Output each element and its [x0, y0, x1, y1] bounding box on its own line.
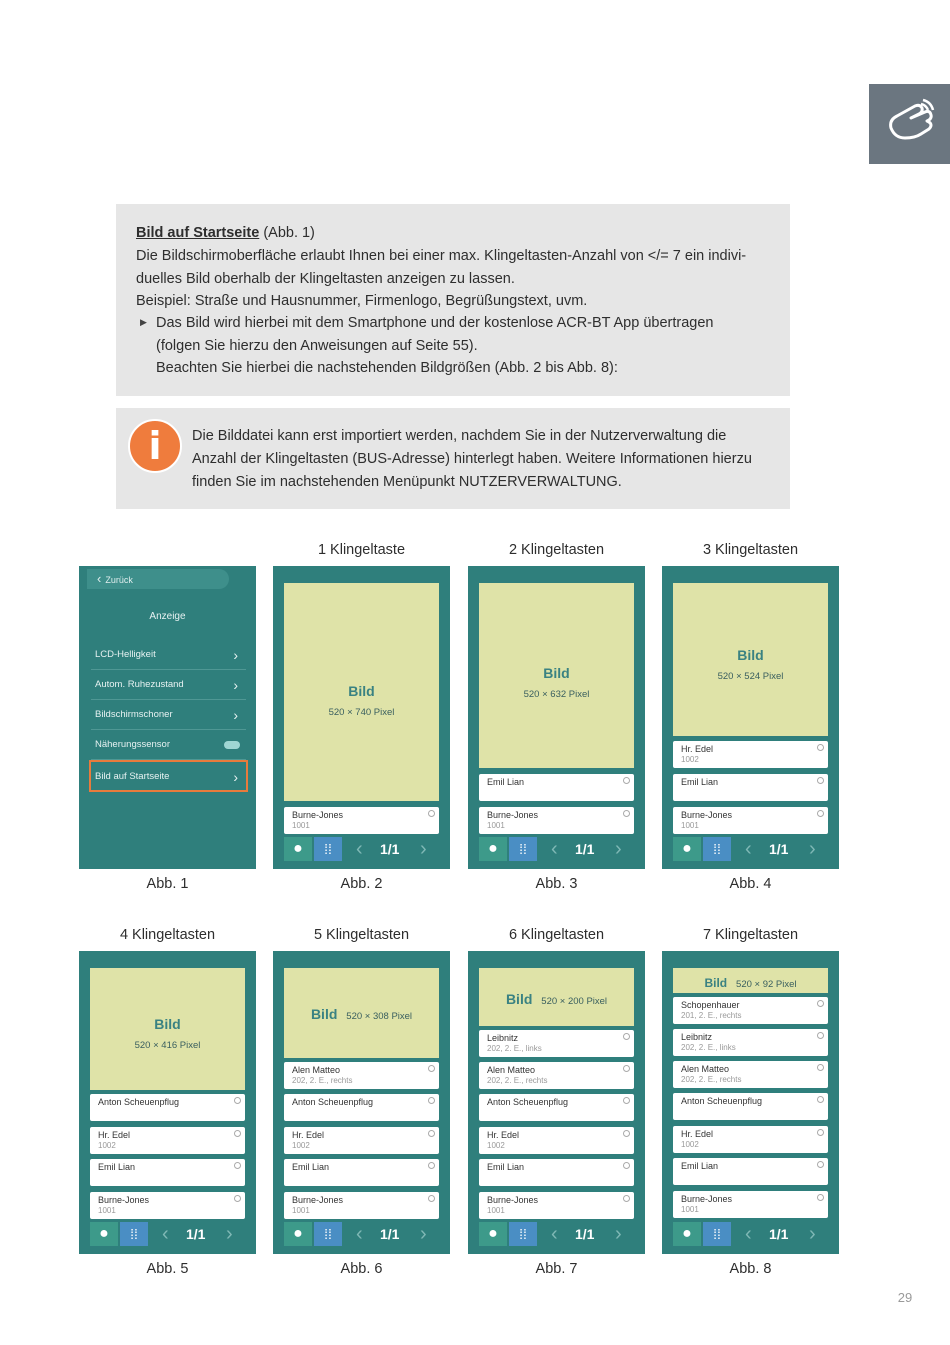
menu-item-label: Autom. Ruhezustand [95, 679, 184, 690]
bell-icon [428, 1065, 435, 1072]
bell-sub: 1002 [292, 1141, 310, 1150]
image-size: 520 × 200 Pixel [541, 996, 608, 1007]
chevron-right-icon: › [233, 707, 238, 723]
bell-icon [817, 1032, 824, 1039]
bell-icon [817, 1000, 824, 1007]
page-indicator: 1/1 [769, 1226, 789, 1242]
bell-button[interactable] [673, 1029, 828, 1056]
bell-name: Anton Scheuenpflug [487, 1097, 569, 1107]
prev-page-icon[interactable]: ‹ [162, 1223, 169, 1245]
keypad-icon[interactable]: ⁞⁞ [314, 837, 342, 861]
bell-name: Leibnitz [487, 1033, 519, 1043]
info-box [116, 204, 790, 396]
keypad-icon[interactable]: ⁞⁞ [314, 1222, 342, 1246]
figure-header: 7 Klingeltasten [702, 927, 799, 943]
image-label: Bild [154, 1016, 181, 1032]
keypad-icon[interactable]: ⁞⁞ [509, 1222, 537, 1246]
bell-button[interactable] [673, 1061, 828, 1088]
image-area [673, 968, 828, 993]
bell-name: Alen Matteo [681, 1064, 730, 1074]
chevron-left-icon: ‹ [97, 571, 102, 586]
figure-header: 5 Klingeltasten [313, 927, 410, 943]
info-bullet: Beachten Sie hierbei die nachstehenden Bildgrößen (Abb. 2 bis Abb. 8): [156, 360, 618, 376]
menu-item-bild-auf-startseite[interactable] [89, 760, 248, 792]
prev-page-icon[interactable]: ‹ [745, 1223, 752, 1245]
screen-3-klingeltasten [662, 566, 839, 869]
bell-button[interactable] [673, 997, 828, 1024]
image-size: 520 × 416 Pixel [134, 1040, 201, 1051]
bell-icon [428, 1195, 435, 1202]
bell-name: Leibnitz [681, 1032, 713, 1042]
figure-header: 4 Klingeltasten [119, 927, 216, 943]
bell-icon [623, 1195, 630, 1202]
image-area [479, 583, 634, 768]
back-label: Zurück [105, 575, 133, 585]
info-line: duelles Bild oberhalb der Klingeltasten anzeigen zu lassen. [136, 271, 515, 287]
note-line: finden Sie im nachstehenden Menüpunkt NUTZERVERWALTUNG. [192, 474, 622, 490]
screen-4-klingeltasten [79, 951, 256, 1254]
bell-name: Anton Scheuenpflug [292, 1097, 374, 1107]
hand-pointer-icon [885, 98, 937, 148]
keypad-icon[interactable]: ⁞⁞ [509, 837, 537, 861]
bell-name: Anton Scheuenpflug [98, 1097, 180, 1107]
figure-caption: Abb. 2 [340, 876, 383, 892]
image-label-row [673, 974, 828, 992]
user-icon[interactable]: ● [479, 1222, 507, 1246]
bell-button[interactable] [479, 1062, 634, 1089]
bell-button[interactable] [284, 1192, 439, 1219]
bell-icon [623, 1162, 630, 1169]
prev-page-icon[interactable]: ‹ [551, 1223, 558, 1245]
user-icon[interactable]: ● [284, 837, 312, 861]
bell-button[interactable] [673, 1126, 828, 1153]
menu-item-ruhezustand[interactable] [91, 670, 246, 700]
prev-page-icon[interactable]: ‹ [551, 838, 558, 860]
bell-button[interactable] [90, 1094, 245, 1121]
bell-icon [428, 1130, 435, 1137]
prev-page-icon[interactable]: ‹ [745, 838, 752, 860]
bottom-bar [284, 837, 439, 863]
chevron-right-icon: › [233, 677, 238, 693]
bell-icon [234, 1162, 241, 1169]
bell-sub: 201, 2. E., rechts [681, 1011, 742, 1020]
screen-6-klingeltasten [468, 951, 645, 1254]
bell-button[interactable] [90, 1192, 245, 1219]
bell-name: Burne-Jones [487, 810, 539, 820]
image-size: 520 × 632 Pixel [523, 689, 590, 700]
info-title-line [136, 222, 315, 245]
figure-caption: Abb. 5 [146, 1261, 189, 1277]
bell-name: Hr. Edel [681, 1129, 714, 1139]
bell-name: Emil Lian [292, 1162, 330, 1172]
bell-button[interactable] [479, 1127, 634, 1154]
menu-item-naeherungssensor[interactable] [91, 730, 246, 760]
bell-button[interactable] [673, 807, 828, 834]
bell-name: Alen Matteo [487, 1065, 536, 1075]
bell-icon [623, 810, 630, 817]
bell-icon [234, 1130, 241, 1137]
bell-sub: 1001 [98, 1206, 116, 1215]
user-icon[interactable]: ● [90, 1222, 118, 1246]
figure-caption: Abb. 3 [535, 876, 578, 892]
next-page-icon[interactable]: › [420, 838, 427, 860]
bell-name: Hr. Edel [98, 1130, 131, 1140]
bell-icon [817, 810, 824, 817]
screen-1-klingeltaste [273, 566, 450, 869]
bell-icon [623, 1130, 630, 1137]
bell-icon [817, 1161, 824, 1168]
image-size: 520 × 92 Pixel [736, 979, 797, 990]
info-line: Die Bildschirmoberfläche erlaubt Ihnen bei einer max. Klingeltasten-Anzahl von </= 7 ein indivi- [136, 248, 747, 264]
bell-sub: 202, 2. E., rechts [292, 1076, 353, 1085]
bullet-arrow-icon: ▶ [140, 317, 147, 327]
bell-icon [234, 1097, 241, 1104]
bell-icon [623, 1065, 630, 1072]
bell-name: Hr. Edel [681, 744, 714, 754]
bell-sub: 202, 2. E., links [487, 1044, 542, 1053]
bell-name: Burne-Jones [292, 810, 344, 820]
figure-caption: Abb. 1 [146, 876, 189, 892]
prev-page-icon[interactable]: ‹ [356, 1223, 363, 1245]
bell-sub: 1001 [292, 821, 310, 830]
bell-name: Schopenhauer [681, 1000, 740, 1010]
bell-sub: 202, 2. E., links [681, 1043, 736, 1052]
bell-icon [817, 1096, 824, 1103]
bell-name: Burne-Jones [681, 1194, 733, 1204]
bell-name: Emil Lian [98, 1162, 136, 1172]
bell-name: Hr. Edel [487, 1130, 520, 1140]
bell-sub: 202, 2. E., rechts [487, 1076, 548, 1085]
next-page-icon[interactable]: › [809, 838, 816, 860]
bell-icon [234, 1195, 241, 1202]
bell-button[interactable] [673, 1093, 828, 1120]
bell-button[interactable] [90, 1159, 245, 1186]
bell-icon [817, 777, 824, 784]
image-area [673, 583, 828, 736]
bell-button[interactable] [284, 807, 439, 834]
bell-button[interactable] [673, 1191, 828, 1218]
bell-button[interactable] [284, 1062, 439, 1089]
bell-name: Emil Lian [487, 777, 525, 787]
note-box [116, 408, 790, 509]
page-indicator: 1/1 [380, 841, 400, 857]
image-area [479, 968, 634, 1026]
bell-icon [428, 810, 435, 817]
image-area [284, 583, 439, 801]
bell-name: Hr. Edel [292, 1130, 325, 1140]
bell-sub: 1001 [487, 821, 505, 830]
menu-screen [79, 566, 256, 869]
note-line: Anzahl der Klingeltasten (BUS-Adresse) hinterlegt haben. Weitere Informationen hierzu [192, 451, 752, 467]
page-number: 29 [897, 1290, 913, 1305]
image-area [90, 968, 245, 1090]
page-indicator: 1/1 [575, 841, 595, 857]
info-title-ref: (Abb. 1) [263, 225, 315, 241]
bottom-bar [479, 837, 634, 863]
bell-icon [623, 1033, 630, 1040]
page-indicator: 1/1 [769, 841, 789, 857]
image-label: Bild [704, 976, 728, 990]
bell-button[interactable] [284, 1127, 439, 1154]
bell-button[interactable] [673, 1158, 828, 1185]
figure-header: 3 Klingeltasten [702, 542, 799, 558]
menu-item-label: Näherungssensor [95, 739, 170, 750]
bell-icon [817, 1064, 824, 1071]
info-bullet: Das Bild wird hierbei mit dem Smartphone und der kostenlose ACR-BT App übertragen [156, 315, 714, 331]
figure-caption: Abb. 8 [729, 1261, 772, 1277]
bell-sub: 1002 [681, 1140, 699, 1149]
keypad-icon[interactable]: ⁞⁞ [703, 837, 731, 861]
bell-sub: 1002 [98, 1141, 116, 1150]
next-page-icon[interactable]: › [226, 1223, 233, 1245]
bell-sub: 1001 [292, 1206, 310, 1215]
figure-caption: Abb. 6 [340, 1261, 383, 1277]
info-title: Bild auf Startseite [136, 225, 260, 241]
image-label: Bild [348, 683, 375, 699]
image-size: 520 × 740 Pixel [328, 707, 395, 718]
bottom-bar [90, 1222, 245, 1248]
bell-sub: 1001 [681, 821, 699, 830]
next-page-icon[interactable]: › [615, 1223, 622, 1245]
bell-name: Emil Lian [487, 1162, 525, 1172]
page-indicator: 1/1 [186, 1226, 206, 1242]
next-page-icon[interactable]: › [420, 1223, 427, 1245]
prev-page-icon[interactable]: ‹ [356, 838, 363, 860]
bell-sub: 1002 [487, 1141, 505, 1150]
user-icon[interactable]: ● [673, 1222, 701, 1246]
bell-button[interactable] [284, 1094, 439, 1121]
menu-title: Anzeige [149, 611, 186, 622]
bell-button[interactable] [479, 774, 634, 801]
page-indicator: 1/1 [575, 1226, 595, 1242]
bell-name: Burne-Jones [487, 1195, 539, 1205]
note-text [192, 425, 752, 494]
bell-icon [817, 1129, 824, 1136]
screen-2-klingeltasten [468, 566, 645, 869]
back-button[interactable] [87, 569, 229, 589]
bottom-bar [673, 1222, 828, 1248]
figure-header: 2 Klingeltasten [508, 542, 605, 558]
page-indicator: 1/1 [380, 1226, 400, 1242]
bell-button[interactable] [90, 1127, 245, 1154]
bell-sub: 1001 [681, 1205, 699, 1214]
bell-button[interactable] [479, 1159, 634, 1186]
chapter-tab [869, 84, 950, 164]
bell-name: Anton Scheuenpflug [681, 1096, 763, 1106]
menu-item-lcd[interactable] [91, 640, 246, 670]
screen-5-klingeltasten [273, 951, 450, 1254]
user-icon[interactable]: ● [479, 837, 507, 861]
screen-7-klingeltasten [662, 951, 839, 1254]
figure-caption: Abb. 4 [729, 876, 772, 892]
bell-icon [428, 1097, 435, 1104]
bottom-bar [673, 837, 828, 863]
bell-name: Burne-Jones [292, 1195, 344, 1205]
user-icon[interactable]: ● [673, 837, 701, 861]
image-label-row [479, 991, 634, 1009]
bell-name: Emil Lian [681, 777, 719, 787]
bell-name: Burne-Jones [98, 1195, 150, 1205]
image-label: Bild [543, 665, 570, 681]
toggle-switch[interactable] [224, 741, 240, 749]
bell-sub: 1001 [487, 1206, 505, 1215]
bell-icon [623, 1097, 630, 1104]
info-line: Beispiel: Straße und Hausnummer, Firmenlogo, Begrüßungstext, uvm. [136, 293, 588, 309]
image-label: Bild [310, 1006, 338, 1022]
bell-icon [817, 1194, 824, 1201]
image-area [284, 968, 439, 1058]
bell-icon [428, 1162, 435, 1169]
note-line: Die Bilddatei kann erst importiert werden, nachdem Sie in der Nutzerverwaltung die [192, 428, 727, 444]
keypad-icon[interactable]: ⁞⁞ [120, 1222, 148, 1246]
bell-button[interactable] [479, 1192, 634, 1219]
image-label: Bild [505, 991, 533, 1007]
bell-icon [817, 744, 824, 751]
next-page-icon[interactable]: › [615, 838, 622, 860]
image-size: 520 × 308 Pixel [346, 1011, 413, 1022]
chevron-right-icon: › [233, 769, 238, 785]
bell-name: Burne-Jones [681, 810, 733, 820]
bell-name: Alen Matteo [292, 1065, 341, 1075]
user-icon[interactable]: ● [284, 1222, 312, 1246]
bell-sub: 1002 [681, 755, 699, 764]
chevron-right-icon: › [233, 647, 238, 663]
bell-button[interactable] [479, 807, 634, 834]
bottom-bar [284, 1222, 439, 1248]
bell-button[interactable] [284, 1159, 439, 1186]
image-size: 520 × 524 Pixel [717, 671, 784, 682]
figure-header: 6 Klingeltasten [508, 927, 605, 943]
info-bullet: (folgen Sie hierzu den Anweisungen auf Seite 55). [156, 338, 478, 354]
bell-button[interactable] [479, 1094, 634, 1121]
bell-button[interactable] [673, 741, 828, 768]
image-label-row [284, 1006, 439, 1024]
bell-button[interactable] [673, 774, 828, 801]
bell-sub: 202, 2. E., rechts [681, 1075, 742, 1084]
menu-item-label: Bild auf Startseite [95, 771, 170, 782]
image-label: Bild [737, 647, 764, 663]
bell-button[interactable] [479, 1030, 634, 1057]
menu-item-label: Bildschirmschoner [95, 709, 173, 720]
bell-icon [623, 777, 630, 784]
bottom-bar [479, 1222, 634, 1248]
info-icon: i [128, 419, 182, 473]
next-page-icon[interactable]: › [809, 1223, 816, 1245]
figure-caption: Abb. 7 [535, 1261, 578, 1277]
menu-item-label: LCD-Helligkeit [95, 649, 156, 660]
menu-item-bildschirmschoner[interactable] [91, 700, 246, 730]
keypad-icon[interactable]: ⁞⁞ [703, 1222, 731, 1246]
figure-header: 1 Klingeltaste [317, 542, 406, 558]
bell-name: Emil Lian [681, 1161, 719, 1171]
